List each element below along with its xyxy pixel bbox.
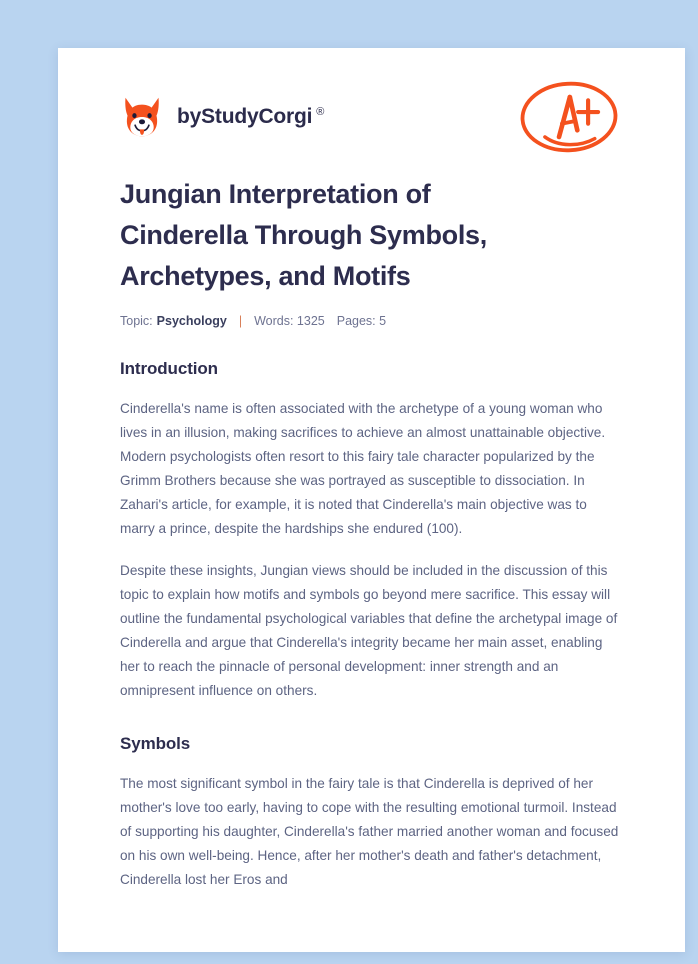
section-heading-symbols: Symbols bbox=[120, 734, 191, 753]
brand-name: StudyCorgi bbox=[201, 105, 313, 128]
brand-lockup[interactable] bbox=[120, 95, 324, 139]
meta-separator: | bbox=[238, 314, 243, 328]
corgi-logo-icon bbox=[120, 95, 164, 139]
a-plus-circle-icon bbox=[515, 75, 623, 159]
document-meta bbox=[120, 314, 623, 328]
document-content bbox=[58, 48, 685, 892]
registered-trademark-icon: ® bbox=[316, 106, 325, 118]
brand-wordmark bbox=[177, 105, 324, 129]
document-page bbox=[58, 48, 685, 952]
document-header bbox=[120, 74, 623, 160]
page-title: Jungian Interpretation of Cinderella Through Symbols, Archetypes, and Motifs bbox=[120, 179, 487, 291]
section-heading-introduction: Introduction bbox=[120, 359, 218, 378]
paragraph: The most significant symbol in the fairy tale is that Cinderella is deprived of her mother's love too early, having to cope with the resulting emotional turmoil. Instead of supporting his daughter, Cinderella's father married another woman and focused on his own well-being. Hence, after her mother's death and father's detachment, Cinderella lost her Eros and bbox=[120, 776, 619, 887]
paragraph: Cinderella's name is often associated with the archetype of a young woman who lives in an illusion, making sacrifices to achieve an almost unattainable objective. Modern psychologists often resort to this fairy tale character popularized by the Grimm Brothers because she was portrayed as susceptible to dissociation. In Zahari's article, for example, it is noted that Cinderella's main objective was to marry a prince, despite the hardships she endured (100). bbox=[120, 401, 606, 536]
meta-topic-value[interactable]: Psychology bbox=[156, 314, 227, 328]
meta-topic-label: Topic: bbox=[120, 314, 153, 328]
paragraph: Despite these insights, Jungian views should be included in the discussion of this topic to explain how motifs and symbols go beyond mere sacrifice. This essay will outline the fundamental psychological variables that define the archetypal image of Cinderella and argue that Cinderella's integrity became her main asset, enabling her to reach the pinnacle of personal development: inner strength and an omnipresent influence on others. bbox=[120, 563, 618, 698]
meta-pages: Pages: 5 bbox=[336, 314, 387, 328]
brand-prefix: by bbox=[177, 105, 202, 128]
meta-words: Words: 1325 bbox=[254, 314, 325, 328]
